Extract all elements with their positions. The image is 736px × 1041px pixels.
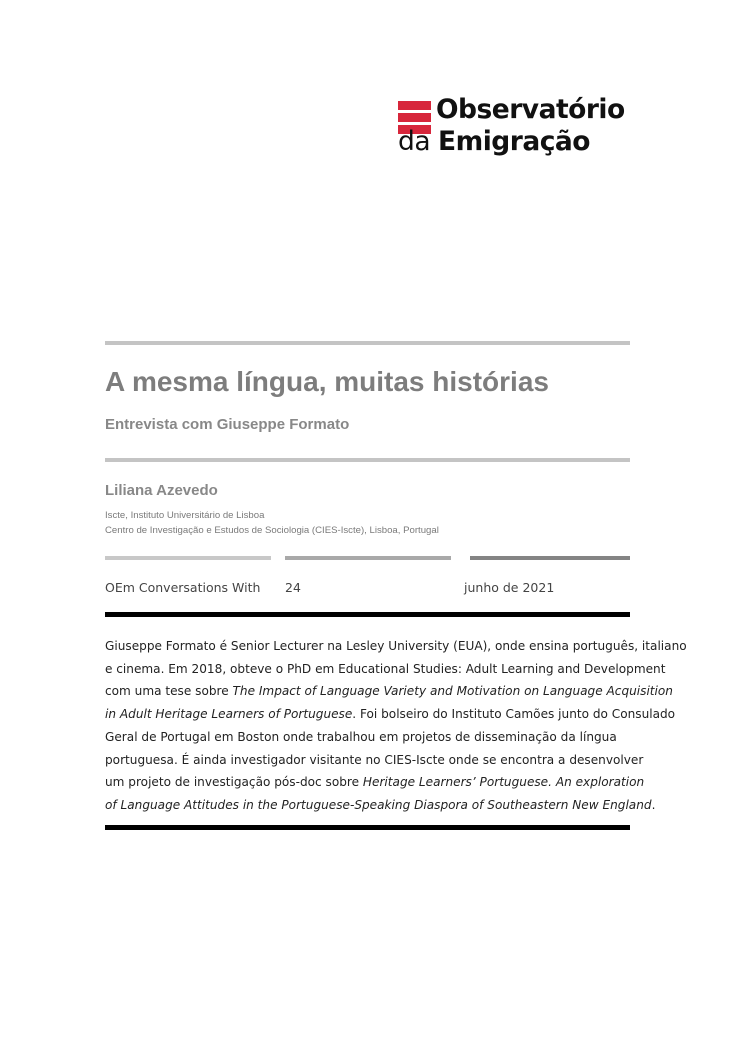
series-name: OEm Conversations With [105,580,261,595]
title-bottom-rule [105,458,630,462]
abstract-line: um projeto de investigação pós-doc sobre Heritage Learners’ Portuguese. An exploration [105,775,645,790]
logo-line-2: da Emigração [398,126,590,157]
abstract-line: com uma tese sobre The Impact of Language Variety and Motivation on Language Acquisition [105,684,673,699]
abstract-line: Geral de Portugal em Boston onde trabalhou em projetos de disseminação da língua [105,729,617,744]
abstract-paragraph [105,635,687,817]
abstract-line: of Language Attitudes in the Portuguese-Speaking Diaspora of Southeastern New England. [105,797,656,812]
body-top-rule [105,612,630,617]
issue-number: 24 [285,580,301,595]
logo-line-1: Observatório [436,94,625,125]
abstract-line: portuguesa. É ainda investigador visitante no CIES-Iscte onde se encontra a desenvolver [105,752,644,767]
publication-date: junho de 2021 [464,580,555,595]
meta-rule-1 [105,556,271,560]
body-bottom-rule [105,825,630,830]
abstract-line: Giuseppe Formato é Senior Lecturer na Lesley University (EUA), onde ensina português, italiano [105,639,687,653]
page-subtitle: Entrevista com Giuseppe Formato [105,416,350,433]
meta-rule-3 [470,556,630,560]
abstract-line: in Adult Heritage Learners of Portuguese. Foi bolseiro do Instituto Camões junto do Consulado [105,707,676,722]
author-name: Liliana Azevedo [105,482,218,499]
affiliation-line-1: Iscte, Instituto Universitário de Lisboa [105,510,265,521]
affiliation-line-2: Centro de Investigação e Estudos de Sociologia (CIES-Iscte), Lisboa, Portugal [105,525,439,536]
abstract-line: e cinema. Em 2018, obteve o PhD em Educational Studies: Adult Learning and Development [105,661,666,676]
meta-rule-2 [285,556,451,560]
title-top-rule [105,341,630,345]
page-title: A mesma língua, muitas histórias [105,366,549,397]
